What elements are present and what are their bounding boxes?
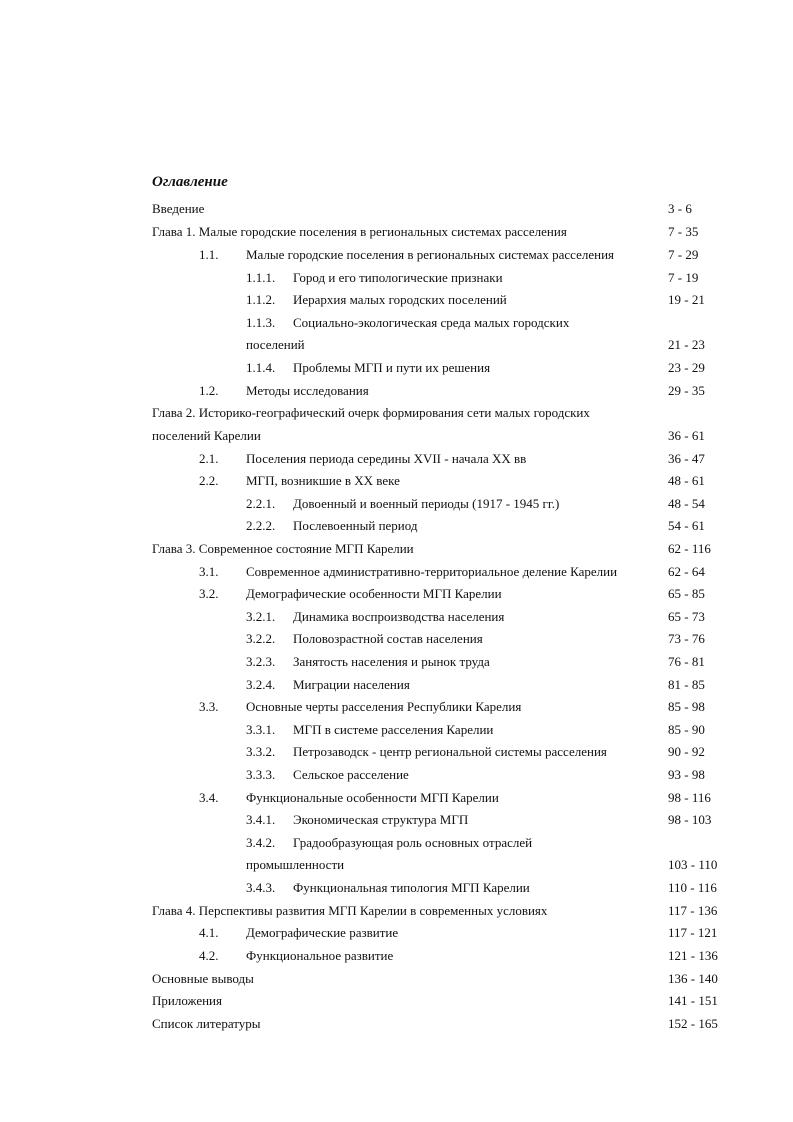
toc-entry-title: Введение <box>152 201 205 216</box>
toc-entry <box>0 1013 793 1035</box>
toc-entry <box>0 900 793 922</box>
toc-entry-title: Послевоенный период <box>293 518 418 533</box>
toc-entry <box>0 719 793 741</box>
toc-entry-title: Иерархия малых городских поселений <box>293 292 507 307</box>
toc-entry-pages: 136 - 140 <box>668 971 718 986</box>
toc-entry-number: 3.4. <box>199 790 219 805</box>
toc-entry-number: 1.1.4. <box>246 360 276 375</box>
toc-entry-title: Функциональное развитие <box>246 948 394 963</box>
toc-entry-number: 1.2. <box>199 383 219 398</box>
toc-entry-title: Занятость населения и рынок труда <box>293 654 490 669</box>
toc-entry <box>0 380 793 402</box>
toc-entry-number: 3.2.2. <box>246 631 276 646</box>
toc-entry-title: Город и его типологические признаки <box>293 270 503 285</box>
toc-entry <box>0 990 793 1012</box>
toc-entry-number: 1.1.3. <box>246 315 276 330</box>
toc-entry <box>0 696 793 718</box>
toc-entry-title: Основные выводы <box>152 971 254 986</box>
toc-entry-number: 2.2.2. <box>246 518 276 533</box>
toc-entry-pages: 117 - 121 <box>668 925 718 940</box>
toc-entry-number: 3.3.1. <box>246 722 276 737</box>
toc-entry-pages: 103 - 110 <box>668 857 718 872</box>
toc-entry-title: промышленности <box>246 857 345 872</box>
toc-entry-title: МГП, возникшие в XX веке <box>246 473 400 488</box>
toc-entry-title: Динамика воспроизводства населения <box>293 609 505 624</box>
toc-entry-title: Глава 3. Современное состояние МГП Карелии <box>152 541 414 556</box>
toc-entry-number: 3.3.2. <box>246 744 276 759</box>
toc-entry <box>0 945 793 967</box>
toc-entry-pages: 73 - 76 <box>668 631 705 646</box>
toc-entry <box>0 425 793 447</box>
toc-entry <box>0 832 793 854</box>
toc-entry-title: Глава 1. Малые городские поселения в региональных системах расселения <box>152 224 567 239</box>
toc-entry-pages: 54 - 61 <box>668 518 705 533</box>
toc-entry-pages: 3 - 6 <box>668 201 692 216</box>
toc-entry-title: Демографические развитие <box>246 925 399 940</box>
toc-entry <box>0 674 793 696</box>
toc-entry-pages: 48 - 61 <box>668 473 705 488</box>
toc-entry <box>0 561 793 583</box>
toc-entry-title: поселений <box>246 337 305 352</box>
toc-entry-number: 3.2.1. <box>246 609 276 624</box>
toc-entry-pages: 85 - 98 <box>668 699 705 714</box>
toc-entry <box>0 448 793 470</box>
toc-entry-number: 4.1. <box>199 925 219 940</box>
toc-entry <box>0 854 793 876</box>
toc-entry <box>0 877 793 899</box>
toc-entry <box>0 493 793 515</box>
toc-entry <box>0 764 793 786</box>
toc-entry-pages: 7 - 35 <box>668 224 699 239</box>
toc-entry-pages: 85 - 90 <box>668 722 705 737</box>
toc-entry-title: Демографические особенности МГП Карелии <box>246 586 502 601</box>
toc-entry-title: поселений Карелии <box>152 428 261 443</box>
toc-entry-pages: 62 - 64 <box>668 564 705 579</box>
toc-entry-pages: 7 - 19 <box>668 270 699 285</box>
toc-entry <box>0 470 793 492</box>
toc-entry-number: 3.4.1. <box>246 812 276 827</box>
toc-entry-pages: 76 - 81 <box>668 654 705 669</box>
toc-entry-title: Основные черты расселения Республики Карелия <box>246 699 522 714</box>
toc-entry-title: Функциональные особенности МГП Карелии <box>246 790 499 805</box>
toc-entry <box>0 312 793 334</box>
toc-entry-pages: 65 - 85 <box>668 586 705 601</box>
toc-entry-pages: 81 - 85 <box>668 677 705 692</box>
toc-entry-title: Градообразующая роль основных отраслей <box>293 835 533 850</box>
toc-entry-pages: 7 - 29 <box>668 247 699 262</box>
toc-entry-number: 1.1. <box>199 247 219 262</box>
toc-entry-title: Глава 2. Историко-географический очерк формирования сети малых городских <box>152 405 590 420</box>
toc-entry-pages: 21 - 23 <box>668 337 705 352</box>
toc-entry <box>0 922 793 944</box>
toc-entry-number: 3.1. <box>199 564 219 579</box>
toc-entry <box>0 244 793 266</box>
toc-entry-pages: 98 - 116 <box>668 790 711 805</box>
toc-entry-title: Петрозаводск - центр региональной системы расселения <box>293 744 607 759</box>
toc-entry-pages: 65 - 73 <box>668 609 705 624</box>
toc-title: Оглавление <box>152 174 228 190</box>
toc-entry <box>0 289 793 311</box>
toc-entry-number: 3.4.2. <box>246 835 276 850</box>
toc-entry-title: Проблемы МГП и пути их решения <box>293 360 491 375</box>
toc-entry <box>0 583 793 605</box>
toc-entry <box>0 267 793 289</box>
toc-entry-pages: 117 - 136 <box>668 903 718 918</box>
toc-entry-title: МГП в системе расселения Карелии <box>293 722 494 737</box>
toc-entry <box>0 809 793 831</box>
toc-entry-title: Миграции населения <box>293 677 410 692</box>
toc-entry <box>0 515 793 537</box>
toc-entry-number: 3.2.4. <box>246 677 276 692</box>
toc-entry-pages: 93 - 98 <box>668 767 705 782</box>
toc-entry-pages: 141 - 151 <box>668 993 718 1008</box>
toc-entry <box>0 968 793 990</box>
toc-entry-pages: 36 - 61 <box>668 428 705 443</box>
toc-entry <box>0 606 793 628</box>
toc-entry-title: Методы исследования <box>246 383 369 398</box>
toc-entry-pages: 36 - 47 <box>668 451 705 466</box>
toc-entry-number: 2.2. <box>199 473 219 488</box>
toc-entry-pages: 121 - 136 <box>668 948 718 963</box>
toc-entry-number: 1.1.2. <box>246 292 276 307</box>
toc-entry-title: Глава 4. Перспективы развития МГП Карелии в современных условиях <box>152 903 548 918</box>
toc-entry-title: Половозрастной состав населения <box>293 631 483 646</box>
toc-entry <box>0 628 793 650</box>
toc-entry-pages: 152 - 165 <box>668 1016 718 1031</box>
toc-entry-title: Поселения периода середины XVII - начала XX вв <box>246 451 527 466</box>
toc-entry-number: 1.1.1. <box>246 270 276 285</box>
toc-entry-title: Экономическая структура МГП <box>293 812 469 827</box>
toc-entry <box>0 538 793 560</box>
toc-entry-number: 2.2.1. <box>246 496 276 511</box>
toc-entry <box>0 357 793 379</box>
toc-entry-title: Приложения <box>152 993 222 1008</box>
toc-entry-number: 3.3. <box>199 699 219 714</box>
toc-entry <box>0 334 793 356</box>
toc-entry <box>0 787 793 809</box>
toc-entry-title: Современное административно-территориальное деление Карелии <box>246 564 618 579</box>
toc-entry-title: Социально-экологическая среда малых городских <box>293 315 570 330</box>
toc-entry <box>0 651 793 673</box>
toc-entry-title: Список литературы <box>152 1016 261 1031</box>
toc-entry-title: Довоенный и военный периоды (1917 - 1945 гг.) <box>293 496 560 511</box>
toc-entry-number: 3.3.3. <box>246 767 276 782</box>
toc-entry-title: Малые городские поселения в региональных системах расселения <box>246 247 615 262</box>
toc-entry-number: 4.2. <box>199 948 219 963</box>
toc-entry-number: 3.2.3. <box>246 654 276 669</box>
toc-entry-pages: 90 - 92 <box>668 744 705 759</box>
toc-entry <box>0 221 793 243</box>
toc-entry <box>0 402 793 424</box>
toc-entry-number: 3.4.3. <box>246 880 276 895</box>
toc-entry-pages: 19 - 21 <box>668 292 705 307</box>
toc-entry-pages: 98 - 103 <box>668 812 712 827</box>
toc-entry-pages: 23 - 29 <box>668 360 705 375</box>
toc-entry <box>0 198 793 220</box>
toc-entry-number: 2.1. <box>199 451 219 466</box>
toc-entry-pages: 29 - 35 <box>668 383 705 398</box>
toc-entry-pages: 48 - 54 <box>668 496 705 511</box>
toc-entry-title: Функциональная типология МГП Карелии <box>293 880 530 895</box>
toc-entry <box>0 741 793 763</box>
toc-entry-title: Сельское расселение <box>293 767 409 782</box>
toc-entry-pages: 110 - 116 <box>668 880 717 895</box>
toc-entry-pages: 62 - 116 <box>668 541 711 556</box>
toc-entry-number: 3.2. <box>199 586 219 601</box>
